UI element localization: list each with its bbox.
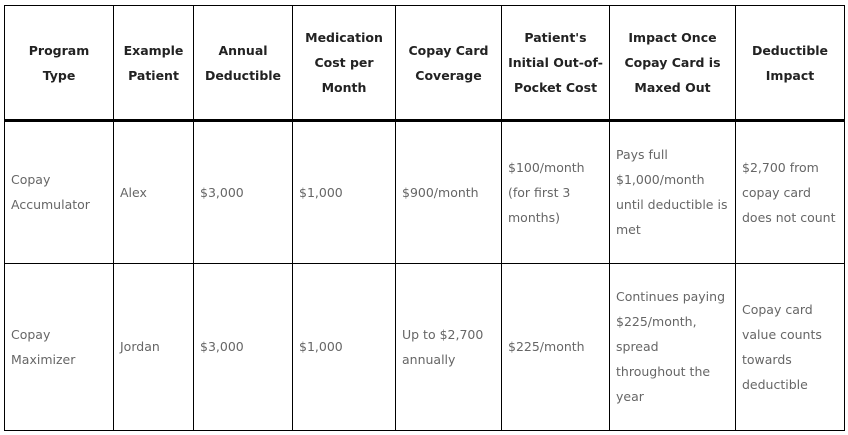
cell-copay-card-coverage: $900/month [396, 121, 502, 264]
header-annual-deductible: Annual Deductible [194, 6, 293, 121]
header-deductible-impact: Deductible Impact [736, 6, 845, 121]
cell-program-type: Copay Maximizer [5, 263, 114, 430]
table-row [5, 263, 845, 430]
cell-example-patient: Jordan [114, 263, 194, 430]
header-row [5, 6, 845, 121]
cell-medication-cost: $1,000 [293, 121, 396, 264]
cell-annual-deductible: $3,000 [194, 263, 293, 430]
cell-deductible-impact: Copay card value counts towards deductible [736, 263, 845, 430]
cell-initial-oop-cost: $225/month [502, 263, 610, 430]
cell-example-patient: Alex [114, 121, 194, 264]
cell-annual-deductible: $3,000 [194, 121, 293, 264]
cell-initial-oop-cost: $100/month (for first 3 months) [502, 121, 610, 264]
cell-deductible-impact: $2,700 from copay card does not count [736, 121, 845, 264]
header-initial-oop-cost: Patient's Initial Out-of-Pocket Cost [502, 6, 610, 121]
cell-impact-maxed-out: Pays full $1,000/month until deductible is met [610, 121, 736, 264]
header-copay-card-coverage: Copay Card Coverage [396, 6, 502, 121]
cell-copay-card-coverage: Up to $2,700 annually [396, 263, 502, 430]
cell-program-type: Copay Accumulator [5, 121, 114, 264]
cell-impact-maxed-out: Continues paying $225/month, spread throughout the year [610, 263, 736, 430]
copay-program-comparison-table [4, 5, 845, 431]
header-example-patient: Example Patient [114, 6, 194, 121]
cell-medication-cost: $1,000 [293, 263, 396, 430]
header-impact-maxed-out: Impact Once Copay Card is Maxed Out [610, 6, 736, 121]
table-row [5, 121, 845, 264]
header-medication-cost: Medication Cost per Month [293, 6, 396, 121]
header-program-type: Program Type [5, 6, 114, 121]
